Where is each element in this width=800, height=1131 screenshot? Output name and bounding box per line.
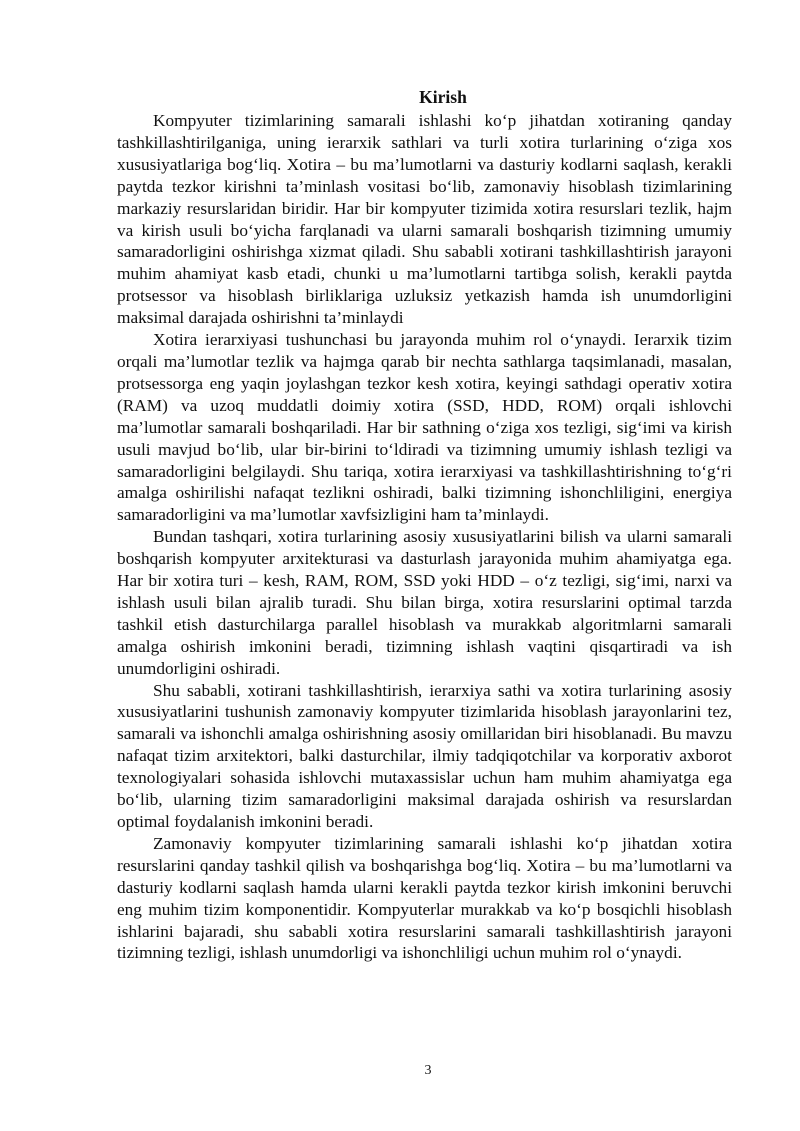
paragraph-5: Zamonaviy kompyuter tizimlarining samarali ishlashi ko‘p jihatdan xotira resurslarini qanday tashkil qilish va boshqarishga bog‘liq. Xotira – bu ma’lumotlarni va dasturiy kodlarni saqlash hamda ularni kerakli paytda tezkor kirish imkonini beruvchi eng muhim tizim komponentidir. Kompyuterlar murakkab va ko‘p bosqichli hisoblash ishlarini bajaradi, shu sababli xotira resurslarini samarali tashkillashtirish jarayoni tizimning tezligi, ishlash unumdorligi va ishonchliligi uchun muhim rol o‘ynaydi. [117,833,732,963]
body-text [117,110,732,964]
paragraph-3: Bundan tashqari, xotira turlarining asosiy xususiyatlarini bilish va ularni samarali boshqarish kompyuter arxitekturasi va dasturlash jarayonida muhim ahamiyatga ega. Har bir xotira turi – kesh, RAM, ROM, SSD yoki HDD – o‘z tezligi, sig‘imi, narxi va ishlash usuli bilan ajralib turadi. Shu bilan birga, xotira resurslarini optimal tarzda tashkil etish dasturchilarga parallel hisoblash va murakkab algoritmlarni samarali amalga oshirish imkonini beradi, tizimning ishlash vaqtini qisqartiradi va ish unumdorligini oshiradi. [117,527,732,678]
paragraph-2: Xotira ierarxiyasi tushunchasi bu jarayonda muhim rol o‘ynaydi. Ierarxik tizim orqali ma’lumotlar tezlik va hajmga qarab bir nechta sathlarga taqsimlanadi, masalan, protsessorga eng yaqin joylashgan tezkor kesh xotira, keyingi sathdagi operativ xotira (RAM) va uzoq muddatli doimiy xotira (SSD, HDD, ROM) orqali ishlovchi ma’lumotlar samarali boshqariladi. Har bir sathning o‘ziga xos tezligi, sig‘imi va kirish usuli mavjud bo‘lib, ular bir-birini to‘ldiradi va tizimning umumiy ishlash tezligi va samaradorligini belgilaydi. Shu tariqa, xotira ierarxiyasi va tashkillashtirishning to‘g‘ri amalga oshirilishi nafaqat tezlikni oshiradi, balki tizimning ishonchliligini, energiya samaradorligini va ma’lumotlar xavfsizligini ham ta’minlaydi. [117,330,732,525]
paragraph-1: Kompyuter tizimlarining samarali ishlashi ko‘p jihatdan xotiraning qanday tashkillashtirilganiga, uning ierarxik sathlari va turli xotira turlarining o‘ziga xos xususiyatlariga bog‘liq. Xotira – bu ma’lumotlarni va dasturiy kodlarni saqlash, kerakli paytda tezkor kirishni ta’minlash vositasi bo‘lib, zamonaviy hisoblash tizimlarining markaziy resurslaridan biridir. Har bir kompyuter tizimida xotira resurslari tezlik, hajm va kirish usuli bo‘yicha farqlanadi va ularni samarali boshqarish tizimning umumiy samaradorligini oshirishga xizmat qiladi. Shu sababli xotirani tashkillashtirish jarayoni muhim ahamiyat kasb etadi, chunki u ma’lumotlarni tartibga solish, kerakli paytda protsessor va hisoblash birliklariga uzluksiz yetkazish hamda ish unumdorligini maksimal darajada oshirishni ta’minlaydi [117,111,732,328]
section-heading: Kirish [419,87,467,107]
paragraph-4: Shu sababli, xotirani tashkillashtirish, ierarxiya sathi va xotira turlarining asosiy xususiyatlarini tushunish zamonaviy kompyuter tizimlarida hisoblash jarayonlarini tez, samarali va ishonchli amalga oshirishning asosiy omillaridan biri hisoblanadi. Bu mavzu nafaqat tizim arxitektori, balki dasturchilar, ilmiy tadqiqotchilar va korporativ axborot texnologiyalari sohasida ishlovchi mutaxassislar uchun ham muhim ahamiyatga ega bo‘lib, ularning tizim samaradorligini maksimal darajada oshirish va resurslardan optimal foydalanish imkonini beradi. [117,680,732,831]
page-number: 3 [424,1063,432,1078]
